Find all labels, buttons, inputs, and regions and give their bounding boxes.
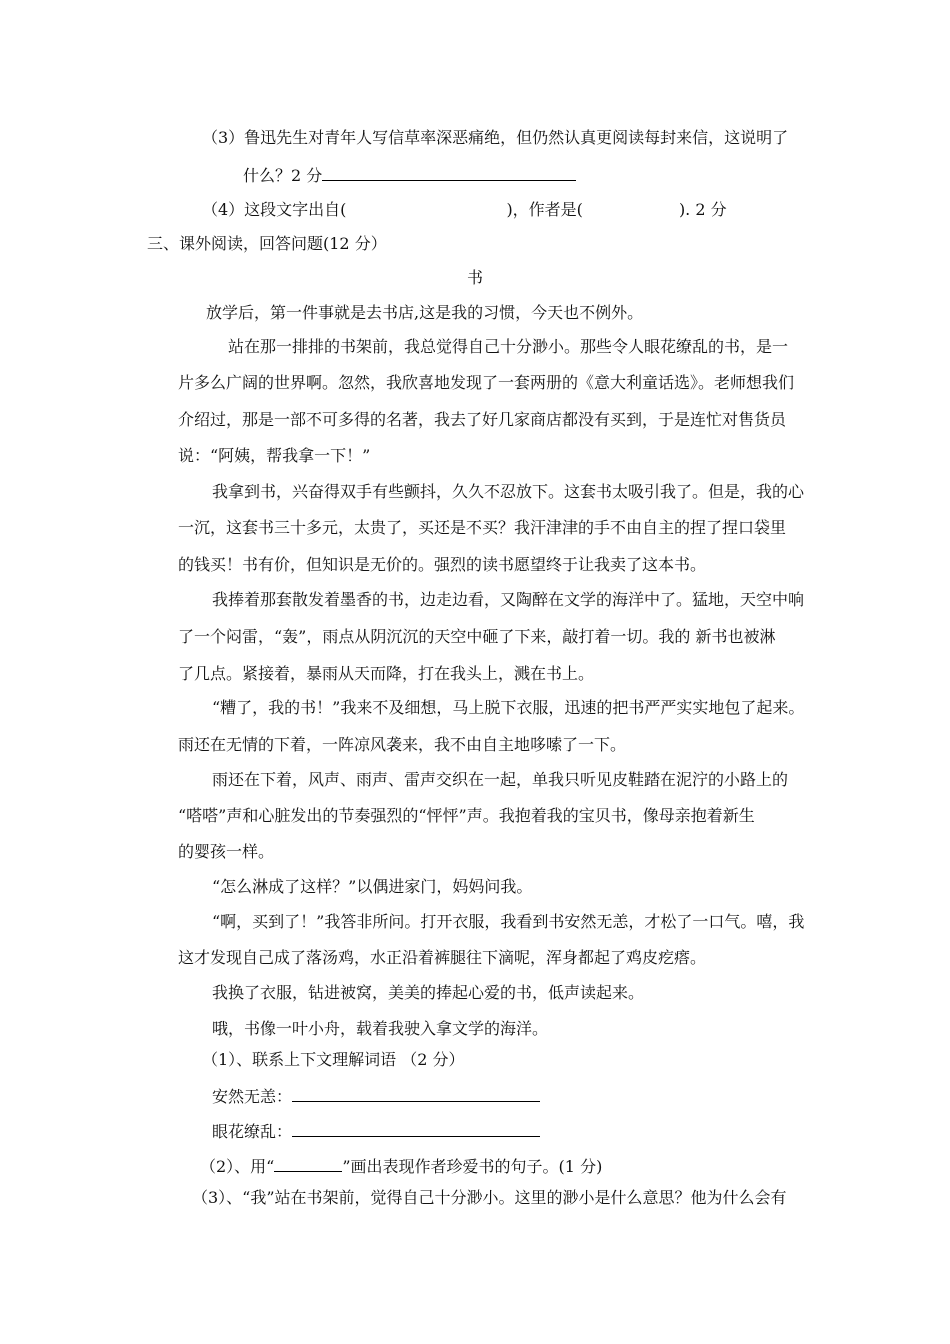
paragraph-2-line-2: 片多么广阔的世界啊。忽然，我欣喜地发现了一套两册的《意大利童话选》。老师想我们 [178,373,795,392]
paragraph-3-line-3: 的钱买！书有价，但知识是无价的。强烈的读书愿望终于让我卖了这本书。 [178,555,707,574]
question-3-line-1: （3）鲁迅先生对青年人写信草率深恶痛绝，但仍然认真更阅读每封来信，这说明了 [202,128,789,147]
vocab-answer-2 [212,1120,540,1142]
paragraph-4-line-1: 我捧着那套散发着墨香的书，边走边看，又陶醉在文学的海洋中了。猛地，天空中响 [212,590,805,609]
paragraph-9: 我换了衣服，钻进被窝，美美的捧起心爱的书，低声读起来。 [212,983,645,1002]
paragraph-6-line-2: “嗒嗒”声和心脏发出的节奏强烈的“怦怦”声。我抱着我的宝贝书，像母亲抱着新生 [178,806,755,825]
question-4-prefix: （4）这段文字出自( [202,200,347,219]
paragraph-4-line-3: 了几点。紧接着，暴雨从天而降，打在我头上，溅在书上。 [178,664,595,683]
paragraph-8-line-1: “啊，买到了！”我答非所问。打开衣服，我看到书安然无恙，才松了一口气。嘻，我 [212,912,805,931]
paragraph-3-line-2: 一沉，这套书三十多元，太贵了，买还是不买？我汗津津的手不由自主的捏了捏口袋里 [178,518,787,537]
question-3-text: 什么？2 分 [243,166,323,185]
paragraph-2-line-3: 介绍过，那是一部不可多得的名著，我去了好几家商店都没有买到，于是连忙对售货员 [178,410,787,429]
paragraph-5-line-1: “糟了，我的书！”我来不及细想，马上脱下衣服，迅速的把书严严实实地包了起来。 [212,698,805,717]
answer-blank [292,1085,540,1102]
sub-question-3: （3）、“我”站在书架前，觉得自己十分渺小。这里的渺小是什么意思？他为什么会有 [192,1188,787,1207]
paragraph-2-line-1: 站在那一排排的书架前，我总觉得自己十分渺小。那些令人眼花缭乱的书，是一 [228,337,789,356]
answer-blank [322,164,576,181]
paragraph-8-line-2: 这才发现自己成了落汤鸡，水正沿着裤腿往下滴呢，浑身都起了鸡皮疙瘩。 [178,948,707,967]
paragraph-6-line-3: 的婴孩一样。 [178,842,275,861]
vocab-answer-1 [212,1085,540,1107]
paragraph-10: 哦，书像一叶小舟，载着我驶入拿文学的海洋。 [212,1019,549,1038]
paragraph-3-line-1: 我拿到书，兴奋得双手有些颤抖，久久不忍放下。这套书太吸引我了。但是，我的心 [212,482,805,501]
sub-question-2 [200,1155,602,1177]
question-4-suffix: ). 2 分 [678,200,727,219]
paragraph-7: “怎么淋成了这样？”以偶进家门，妈妈问我。 [212,877,533,896]
paragraph-1: 放学后，第一件事就是去书店,这是我的习惯，今天也不例外。 [206,303,644,322]
answer-blank [292,1120,540,1137]
vocab-word-1: 安然无恙： [212,1087,293,1106]
paragraph-4-line-2: 了一个闷雷，“轰”，雨点从阴沉沉的天空中砸了下来，敲打着一切。我的 新书也被淋 [178,627,776,646]
question-4 [202,200,727,220]
sub-question-1: （1）、联系上下文理解词语 （2 分） [202,1050,465,1069]
question-4-mid: )，作者是( [506,200,583,219]
underline-sample [274,1155,342,1172]
sub-question-2-suffix: ”画出表现作者珍爱书的句子。(1 分) [342,1157,603,1176]
paragraph-2-line-4: 说：“阿姨，帮我拿一下！” [178,446,371,465]
vocab-word-2: 眼花缭乱： [212,1122,293,1141]
sub-question-2-prefix: （2）、用“ [200,1157,275,1176]
passage-title: 书 [466,268,483,287]
paragraph-6-line-1: 雨还在下着，风声、雨声、雷声交织在一起，单我只听见皮鞋踏在泥泞的小路上的 [212,770,789,789]
section-3-heading: 三、课外阅读，回答问题(12 分） [147,234,387,253]
question-3-line-2 [243,164,576,186]
paragraph-5-line-2: 雨还在无情的下着，一阵凉风袭来，我不由自主地哆嗦了一下。 [178,735,627,754]
